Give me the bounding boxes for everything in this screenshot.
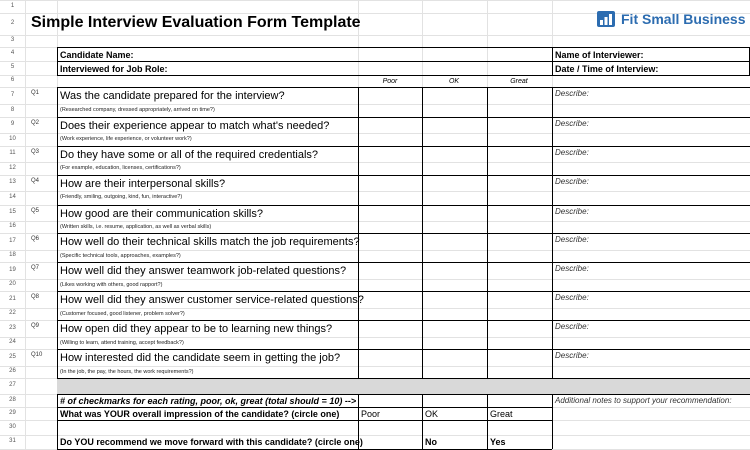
recommend-option-yes[interactable]: Yes [490,437,506,447]
question-text: How well did they answer teamwork job-related questions? [60,265,347,277]
describe-label[interactable]: Describe: [555,119,589,128]
border-line [552,75,750,76]
row-number[interactable]: 3 [10,37,15,43]
rating-cell-poor[interactable] [359,206,421,232]
row-number[interactable]: 19 [9,266,16,273]
rating-cell-ok[interactable] [423,292,486,319]
rating-header-ok: OK [448,78,460,85]
describe-label[interactable]: Describe: [555,235,589,244]
rating-cell-ok[interactable] [423,321,486,348]
row-number[interactable]: 30 [9,423,16,430]
recommend-question: Do YOU recommend we move forward with this candidate? (circle one) [60,437,363,447]
question-number: Q1 [31,90,40,96]
row-number[interactable]: 26 [9,368,16,374]
question-hint: (Friendly, smiling, outgoing, kind, fun, interactive?) [60,194,183,200]
brand-logo [597,9,745,29]
question-number: Q3 [31,149,40,155]
rating-cell-great[interactable] [488,350,551,377]
question-text: How open did they appear to be to learning new things? [60,323,333,335]
describe-label[interactable]: Describe: [555,207,589,216]
date-time-label[interactable]: Date / Time of Interview: [555,64,659,74]
question-text: How well did they answer customer service-related questions? [60,294,364,306]
row-number[interactable]: 22 [9,310,16,316]
interviewer-name-label[interactable]: Name of Interviewer: [555,50,644,60]
border-line [57,394,58,449]
border-line [552,394,553,449]
row-number[interactable]: 13 [9,179,16,185]
question-number: Q2 [31,120,40,126]
rating-cell-poor[interactable] [359,88,421,116]
rating-cell-great[interactable] [488,263,551,290]
impression-option-poor[interactable]: Poor [361,409,381,419]
rating-cell-great[interactable] [488,118,551,145]
border-line [57,47,552,48]
page-title: Simple Interview Evaluation Form Template [31,14,361,31]
border-line [487,394,488,449]
border-line [57,378,750,379]
rating-cell-poor[interactable] [359,118,421,145]
separator-band [57,378,750,394]
row-number[interactable]: 2 [10,20,15,26]
border-line [57,47,58,75]
border-line [57,75,552,76]
row-number[interactable]: 5 [10,64,15,70]
rating-cell-ok[interactable] [423,118,486,145]
question-text: How good are their communication skills? [60,208,263,220]
row-number[interactable]: 23 [9,324,16,331]
rating-cell-great[interactable] [488,88,551,116]
grid-row-line [0,35,750,36]
rating-cell-poor[interactable] [359,350,421,377]
row-number[interactable]: 21 [9,295,16,302]
row-number[interactable]: 20 [9,281,16,287]
rating-cell-poor[interactable] [359,147,421,174]
describe-label[interactable]: Describe: [555,89,589,98]
question-hint: (In the job, the pay, the hours, the work requirements?) [60,369,194,375]
row-number[interactable]: 16 [9,223,16,229]
row-number[interactable]: 18 [9,252,16,258]
border-line [552,394,750,395]
describe-label[interactable]: Describe: [555,264,589,273]
rating-cell-poor[interactable] [359,234,421,261]
rating-cell-ok[interactable] [423,147,486,174]
grid-col-line [25,0,26,449]
describe-label[interactable]: Describe: [555,293,589,302]
describe-label[interactable]: Describe: [555,351,589,360]
job-role-label[interactable]: Interviewed for Job Role: [60,64,168,74]
rating-cell-ok[interactable] [423,176,486,204]
border-line [57,87,58,378]
rating-header-poor: Poor [382,78,398,85]
describe-label[interactable]: Describe: [555,148,589,157]
rating-cell-ok[interactable] [423,350,486,377]
row-number[interactable]: 24 [9,339,16,345]
row-number[interactable]: 15 [9,209,16,215]
question-text: Was the candidate prepared for the interview? [60,90,285,102]
rating-cell-great[interactable] [488,321,551,348]
border-line [57,61,552,62]
rating-cell-ok[interactable] [423,263,486,290]
border-line [552,87,553,378]
question-hint: (For example, education, licenses, certifications?) [60,165,181,171]
row-number[interactable]: 11 [9,150,16,156]
border-line [552,61,750,62]
rating-cell-ok[interactable] [423,234,486,261]
row-number[interactable]: 25 [9,353,16,360]
row-number[interactable]: 14 [9,194,16,200]
recommend-option-no[interactable]: No [425,437,437,447]
row-number[interactable]: 7 [10,91,15,98]
row-number[interactable]: 12 [9,164,16,171]
question-number: Q4 [31,178,40,184]
question-number: Q10 [31,352,43,358]
rating-cell-poor[interactable] [359,263,421,290]
question-hint: (Work experience, life experience, or volunteer work?) [60,136,192,142]
rating-cell-ok[interactable] [423,88,486,116]
rating-cell-great[interactable] [488,176,551,204]
question-hint: (Likes working with others, good rapport?) [60,282,163,288]
question-hint: (Researched company, dressed appropriately, arrived on time?) [60,107,215,113]
row-number[interactable]: 17 [9,237,16,244]
question-hint: (Willing to learn, attend training, accept feedback?) [60,340,184,346]
impression-option-great[interactable]: Great [490,409,513,419]
question-number: Q6 [31,236,40,242]
checkmarks-label: # of checkmarks for each rating, poor, ok, great (total should = 10) --> [60,396,357,406]
rating-cell-poor[interactable] [359,176,421,204]
grid-row-line [0,0,750,1]
question-hint: (Specific technical tools, approaches, examples?) [60,253,181,259]
impression-question: What was YOUR overall impression of the candidate? (circle one) [60,409,340,419]
rating-cell-poor[interactable] [359,321,421,348]
row-number[interactable]: 29 [9,409,16,416]
row-number[interactable]: 1 [10,2,15,9]
question-text: Does their experience appear to match what's needed? [60,120,330,132]
rating-cell-great[interactable] [488,292,551,319]
border-line [57,420,552,421]
question-number: Q7 [31,265,40,271]
border-line [57,407,552,408]
question-text: How interested did the candidate seem in getting the job? [60,352,341,364]
border-line [552,47,750,48]
bar-chart-icon [597,11,615,27]
impression-option-ok[interactable]: OK [425,409,439,419]
rating-cell-great[interactable] [488,147,551,174]
border-line [422,394,423,449]
brand-name: Fit Small Business [621,11,746,27]
row-number[interactable]: 9 [10,121,15,127]
rating-cell-great[interactable] [488,206,551,232]
row-number[interactable]: 27 [9,382,16,388]
row-number[interactable]: 31 [9,438,16,444]
question-hint: (Written skills, i.e. resume, application, as well as verbal skills) [60,224,212,230]
row-number[interactable]: 6 [10,77,15,83]
candidate-name-label[interactable]: Candidate Name: [60,50,134,60]
rating-header-great: Great [510,78,528,85]
border-line [57,394,552,395]
question-number: Q5 [31,208,40,214]
border-line [552,47,553,75]
question-number: Q8 [31,294,40,300]
rating-cell-ok[interactable] [423,206,486,232]
rating-cell-poor[interactable] [359,292,421,319]
row-number[interactable]: 8 [10,106,15,113]
question-text: How are their interpersonal skills? [60,178,226,190]
question-text: Do they have some or all of the required credentials? [60,149,319,161]
question-number: Q9 [31,323,40,329]
grid-row-line [0,435,750,436]
question-text: How well do their technical skills match the job requirements? [60,236,360,248]
row-number[interactable]: 4 [10,50,15,56]
row-number[interactable]: 10 [9,135,16,142]
describe-label[interactable]: Describe: [555,177,589,186]
rating-cell-great[interactable] [488,234,551,261]
question-hint: (Customer focused, good listener, problem solver?) [60,311,185,317]
additional-notes-label[interactable]: Additional notes to support your recommendation: [555,396,732,405]
describe-label[interactable]: Describe: [555,322,589,331]
row-number[interactable]: 28 [9,396,16,403]
